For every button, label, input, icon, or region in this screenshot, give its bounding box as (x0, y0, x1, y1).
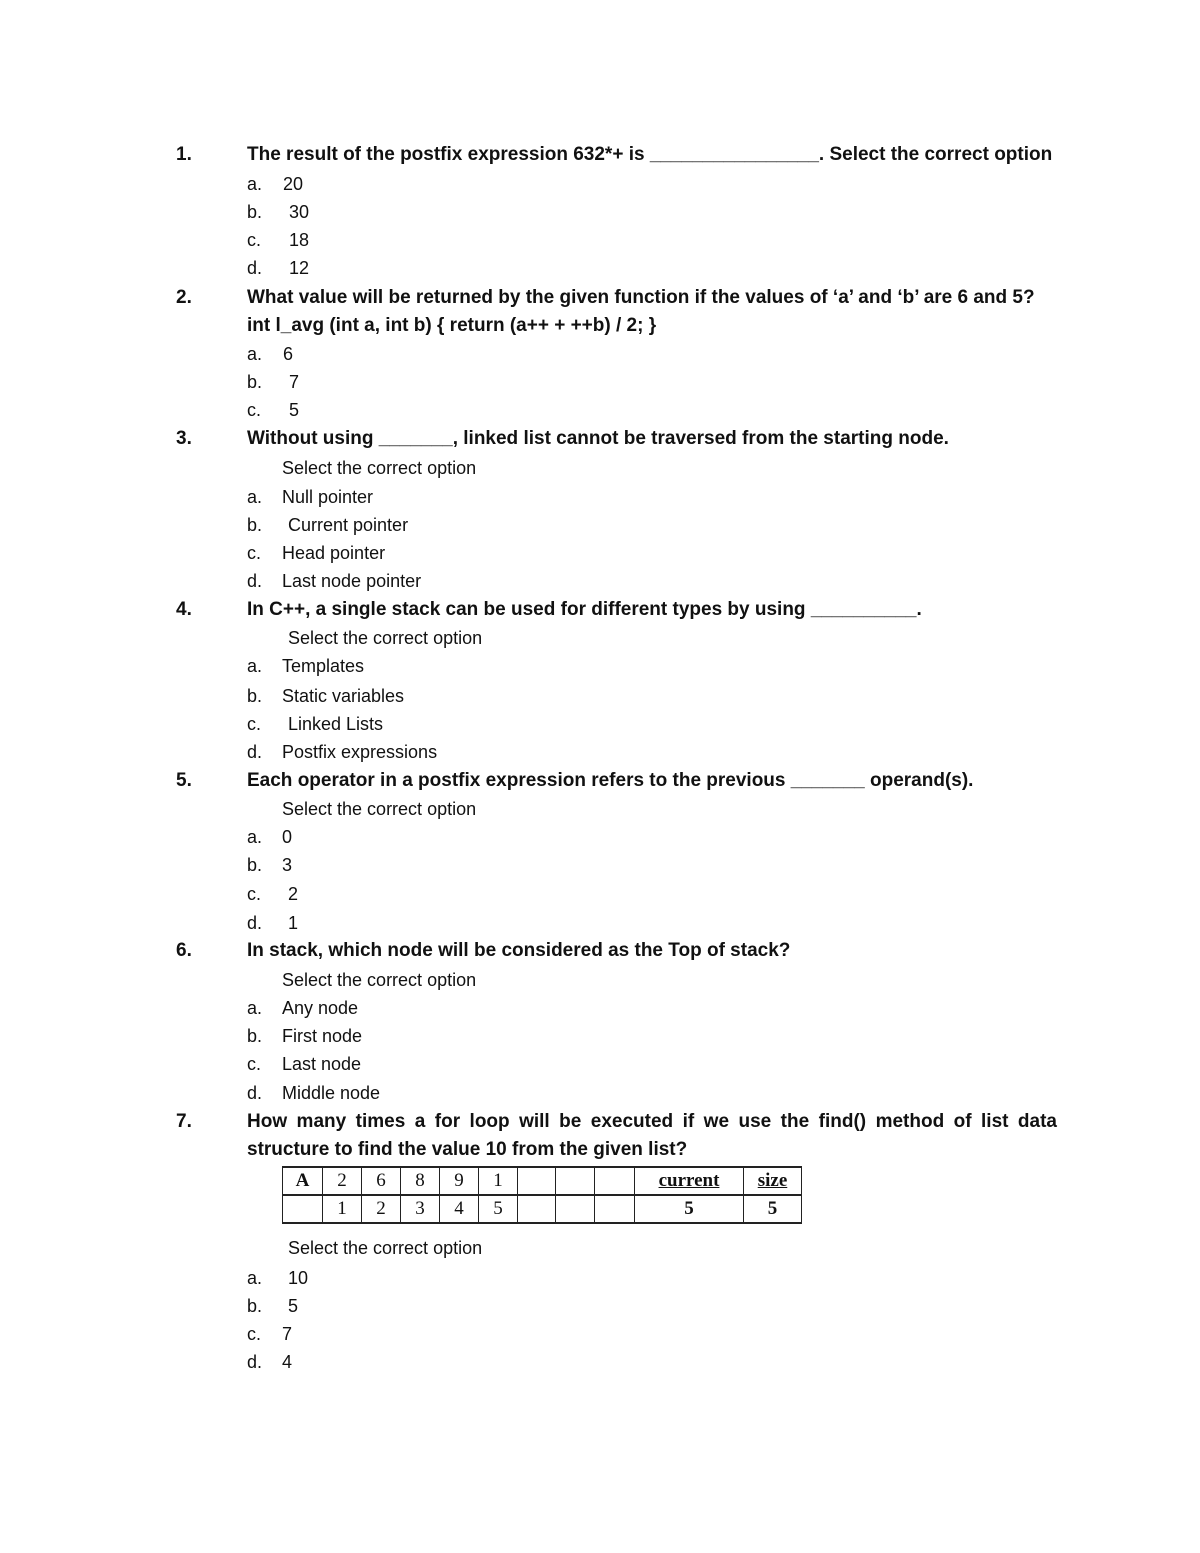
table-cell-current-value: 5 (635, 1195, 744, 1223)
option-text: 30 (289, 202, 310, 222)
table-cell: 6 (362, 1167, 401, 1195)
table-cell: 3 (401, 1195, 440, 1223)
option-letter: d. (247, 742, 263, 762)
option-letter: a. (247, 1268, 263, 1288)
option-text: Last node (282, 1054, 362, 1074)
question-number: 7. (176, 1111, 192, 1132)
option-letter: a. (247, 656, 263, 676)
question-number: 6. (176, 940, 192, 961)
option-text: 18 (289, 230, 310, 250)
question-number: 2. (176, 287, 192, 308)
table-cell: 9 (440, 1167, 479, 1195)
table-cell-size-label: size (744, 1167, 802, 1195)
table-cell: 2 (362, 1195, 401, 1223)
option-text: Postfix expressions (282, 742, 438, 762)
option-text: Templates (282, 656, 365, 676)
option-letter: c. (247, 230, 262, 250)
option-text: Head pointer (282, 543, 386, 563)
table-cell: 1 (479, 1167, 518, 1195)
table-cell: 2 (323, 1167, 362, 1195)
option-text: Last node pointer (282, 571, 422, 591)
option-letter: a. (247, 998, 263, 1018)
question-stem: In stack, which node will be considered as the Top of stack? (247, 940, 791, 961)
table-cell (518, 1195, 556, 1223)
option-letter: b. (247, 515, 263, 535)
question-number: 5. (176, 770, 192, 791)
question-stem-line-2: int l_avg (int a, int b) { return (a++ + ++b) / 2; } (247, 315, 657, 336)
option-letter: b. (247, 686, 263, 706)
option-text: 7 (282, 1324, 293, 1344)
table-cell: 5 (479, 1195, 518, 1223)
option-text: First node (282, 1026, 363, 1046)
option-text: 5 (288, 1296, 299, 1316)
option-letter: c. (247, 1324, 262, 1344)
table-cell (556, 1167, 595, 1195)
table-cell (283, 1195, 323, 1223)
option-text: Middle node (282, 1083, 381, 1103)
option-text: 1 (288, 913, 299, 933)
option-text: 2 (288, 884, 299, 904)
question-stem: How many times a for loop will be executed if we use the find() method of list data structure to find the value 10 from the given list? (247, 1111, 1057, 1160)
option-letter: c. (247, 400, 262, 420)
instruction-text: Select the correct option (282, 970, 477, 990)
option-letter: d. (247, 571, 263, 591)
option-letter: b. (247, 202, 263, 222)
option-text: Static variables (282, 686, 405, 706)
option-text: Any node (282, 998, 359, 1018)
table-cell: 8 (401, 1167, 440, 1195)
table-cell (595, 1167, 635, 1195)
option-text: 3 (282, 855, 293, 875)
option-text: Null pointer (282, 487, 374, 507)
table-cell (595, 1195, 635, 1223)
option-letter: a. (247, 487, 263, 507)
option-text: Current pointer (288, 515, 409, 535)
option-letter: b. (247, 855, 263, 875)
option-letter: c. (247, 884, 262, 904)
table-cell (518, 1167, 556, 1195)
option-letter: d. (247, 1352, 263, 1372)
table-cell: 4 (440, 1195, 479, 1223)
option-text: 20 (283, 174, 304, 194)
question-stem: Each operator in a postfix expression refers to the previous _______ operand(s). (247, 770, 974, 791)
option-text: 10 (288, 1268, 309, 1288)
table-cell: 1 (323, 1195, 362, 1223)
table-row-values (283, 1167, 802, 1195)
option-letter: a. (247, 344, 263, 364)
option-letter: c. (247, 1054, 262, 1074)
instruction-text: Select the correct option (288, 1238, 483, 1258)
question-stem: In C++, a single stack can be used for different types by using __________. (247, 599, 922, 620)
option-letter: a. (247, 827, 263, 847)
table-cell-current-label: current (635, 1167, 744, 1195)
option-letter: b. (247, 1296, 263, 1316)
question-number: 1. (176, 144, 192, 165)
option-text: 6 (283, 344, 294, 364)
option-letter: c. (247, 714, 262, 734)
question-stem-line-1: What value will be returned by the given function if the values of ‘a’ and ‘b’ are 6 and 5? (247, 287, 1035, 308)
instruction-text: Select the correct option (288, 628, 483, 648)
option-text: 12 (289, 258, 310, 278)
question-stem: The result of the postfix expression 632*+ is ________________. Select the correct option (247, 144, 1053, 165)
question-stem: Without using _______, linked list cannot be traversed from the starting node. (247, 428, 949, 449)
option-text: Linked Lists (288, 714, 384, 734)
table-cell-size-value: 5 (744, 1195, 802, 1223)
option-text: 0 (282, 827, 293, 847)
option-letter: b. (247, 1026, 263, 1046)
option-text: 7 (289, 372, 300, 392)
question-number: 3. (176, 428, 192, 449)
option-letter: d. (247, 258, 263, 278)
list-array-table (282, 1166, 802, 1224)
option-text: 5 (289, 400, 300, 420)
option-text: 4 (282, 1352, 293, 1372)
question-number: 4. (176, 599, 192, 620)
option-letter: b. (247, 372, 263, 392)
table-cell (556, 1195, 595, 1223)
option-letter: c. (247, 543, 262, 563)
option-letter: d. (247, 1083, 263, 1103)
option-letter: a. (247, 174, 263, 194)
option-letter: d. (247, 913, 263, 933)
instruction-text: Select the correct option (282, 799, 477, 819)
instruction-text: Select the correct option (282, 458, 477, 478)
table-row-indices (283, 1195, 802, 1223)
table-cell: A (283, 1167, 323, 1195)
